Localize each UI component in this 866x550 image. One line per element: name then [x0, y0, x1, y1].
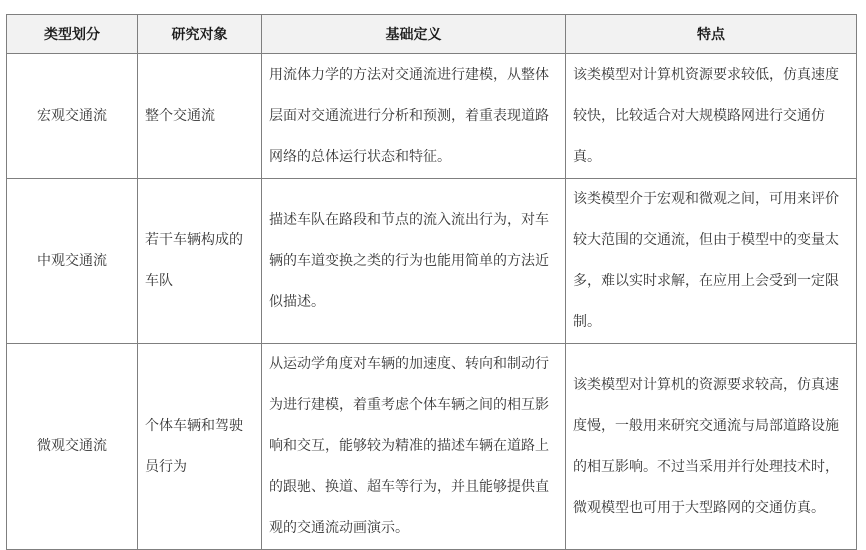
traffic-flow-model-table [6, 14, 857, 550]
table-row [7, 344, 857, 550]
cell-type: 微观交通流 [7, 344, 138, 550]
cell-feature: 该类模型对计算机资源要求较低，仿真速度较快，比较适合对大规模路网进行交通仿真。 [566, 54, 857, 179]
cell-definition: 描述车队在路段和节点的流入流出行为，对车辆的车道变换之类的行为也能用简单的方法近似描述。 [262, 179, 566, 344]
header-row [7, 15, 857, 54]
cell-object: 个体车辆和驾驶员行为 [138, 344, 262, 550]
cell-object: 整个交通流 [138, 54, 262, 179]
table-row [7, 179, 857, 344]
table-wrapper [6, 14, 857, 550]
header-object: 研究对象 [138, 15, 262, 54]
cell-type: 中观交通流 [7, 179, 138, 344]
table-body [7, 54, 857, 550]
cell-definition: 用流体力学的方法对交通流进行建模，从整体层面对交通流进行分析和预测，着重表现道路网络的总体运行状态和特征。 [262, 54, 566, 179]
table-row [7, 54, 857, 179]
cell-definition: 从运动学角度对车辆的加速度、转向和制动行为进行建模，着重考虑个体车辆之间的相互影响和交互，能够较为精准的描述车辆在道路上的跟驰、换道、超车等行为，并且能够提供直观的交通流动画演示。 [262, 344, 566, 550]
header-type: 类型划分 [7, 15, 138, 54]
header-definition: 基础定义 [262, 15, 566, 54]
cell-object: 若干车辆构成的车队 [138, 179, 262, 344]
header-feature: 特点 [566, 15, 857, 54]
table-header [7, 15, 857, 54]
cell-feature: 该类模型对计算机的资源要求较高，仿真速度慢，一般用来研究交通流与局部道路设施的相互影响。不过当采用并行处理技术时，微观模型也可用于大型路网的交通仿真。 [566, 344, 857, 550]
cell-type: 宏观交通流 [7, 54, 138, 179]
cell-feature: 该类模型介于宏观和微观之间，可用来评价较大范围的交通流，但由于模型中的变量太多，难以实时求解，在应用上会受到一定限制。 [566, 179, 857, 344]
